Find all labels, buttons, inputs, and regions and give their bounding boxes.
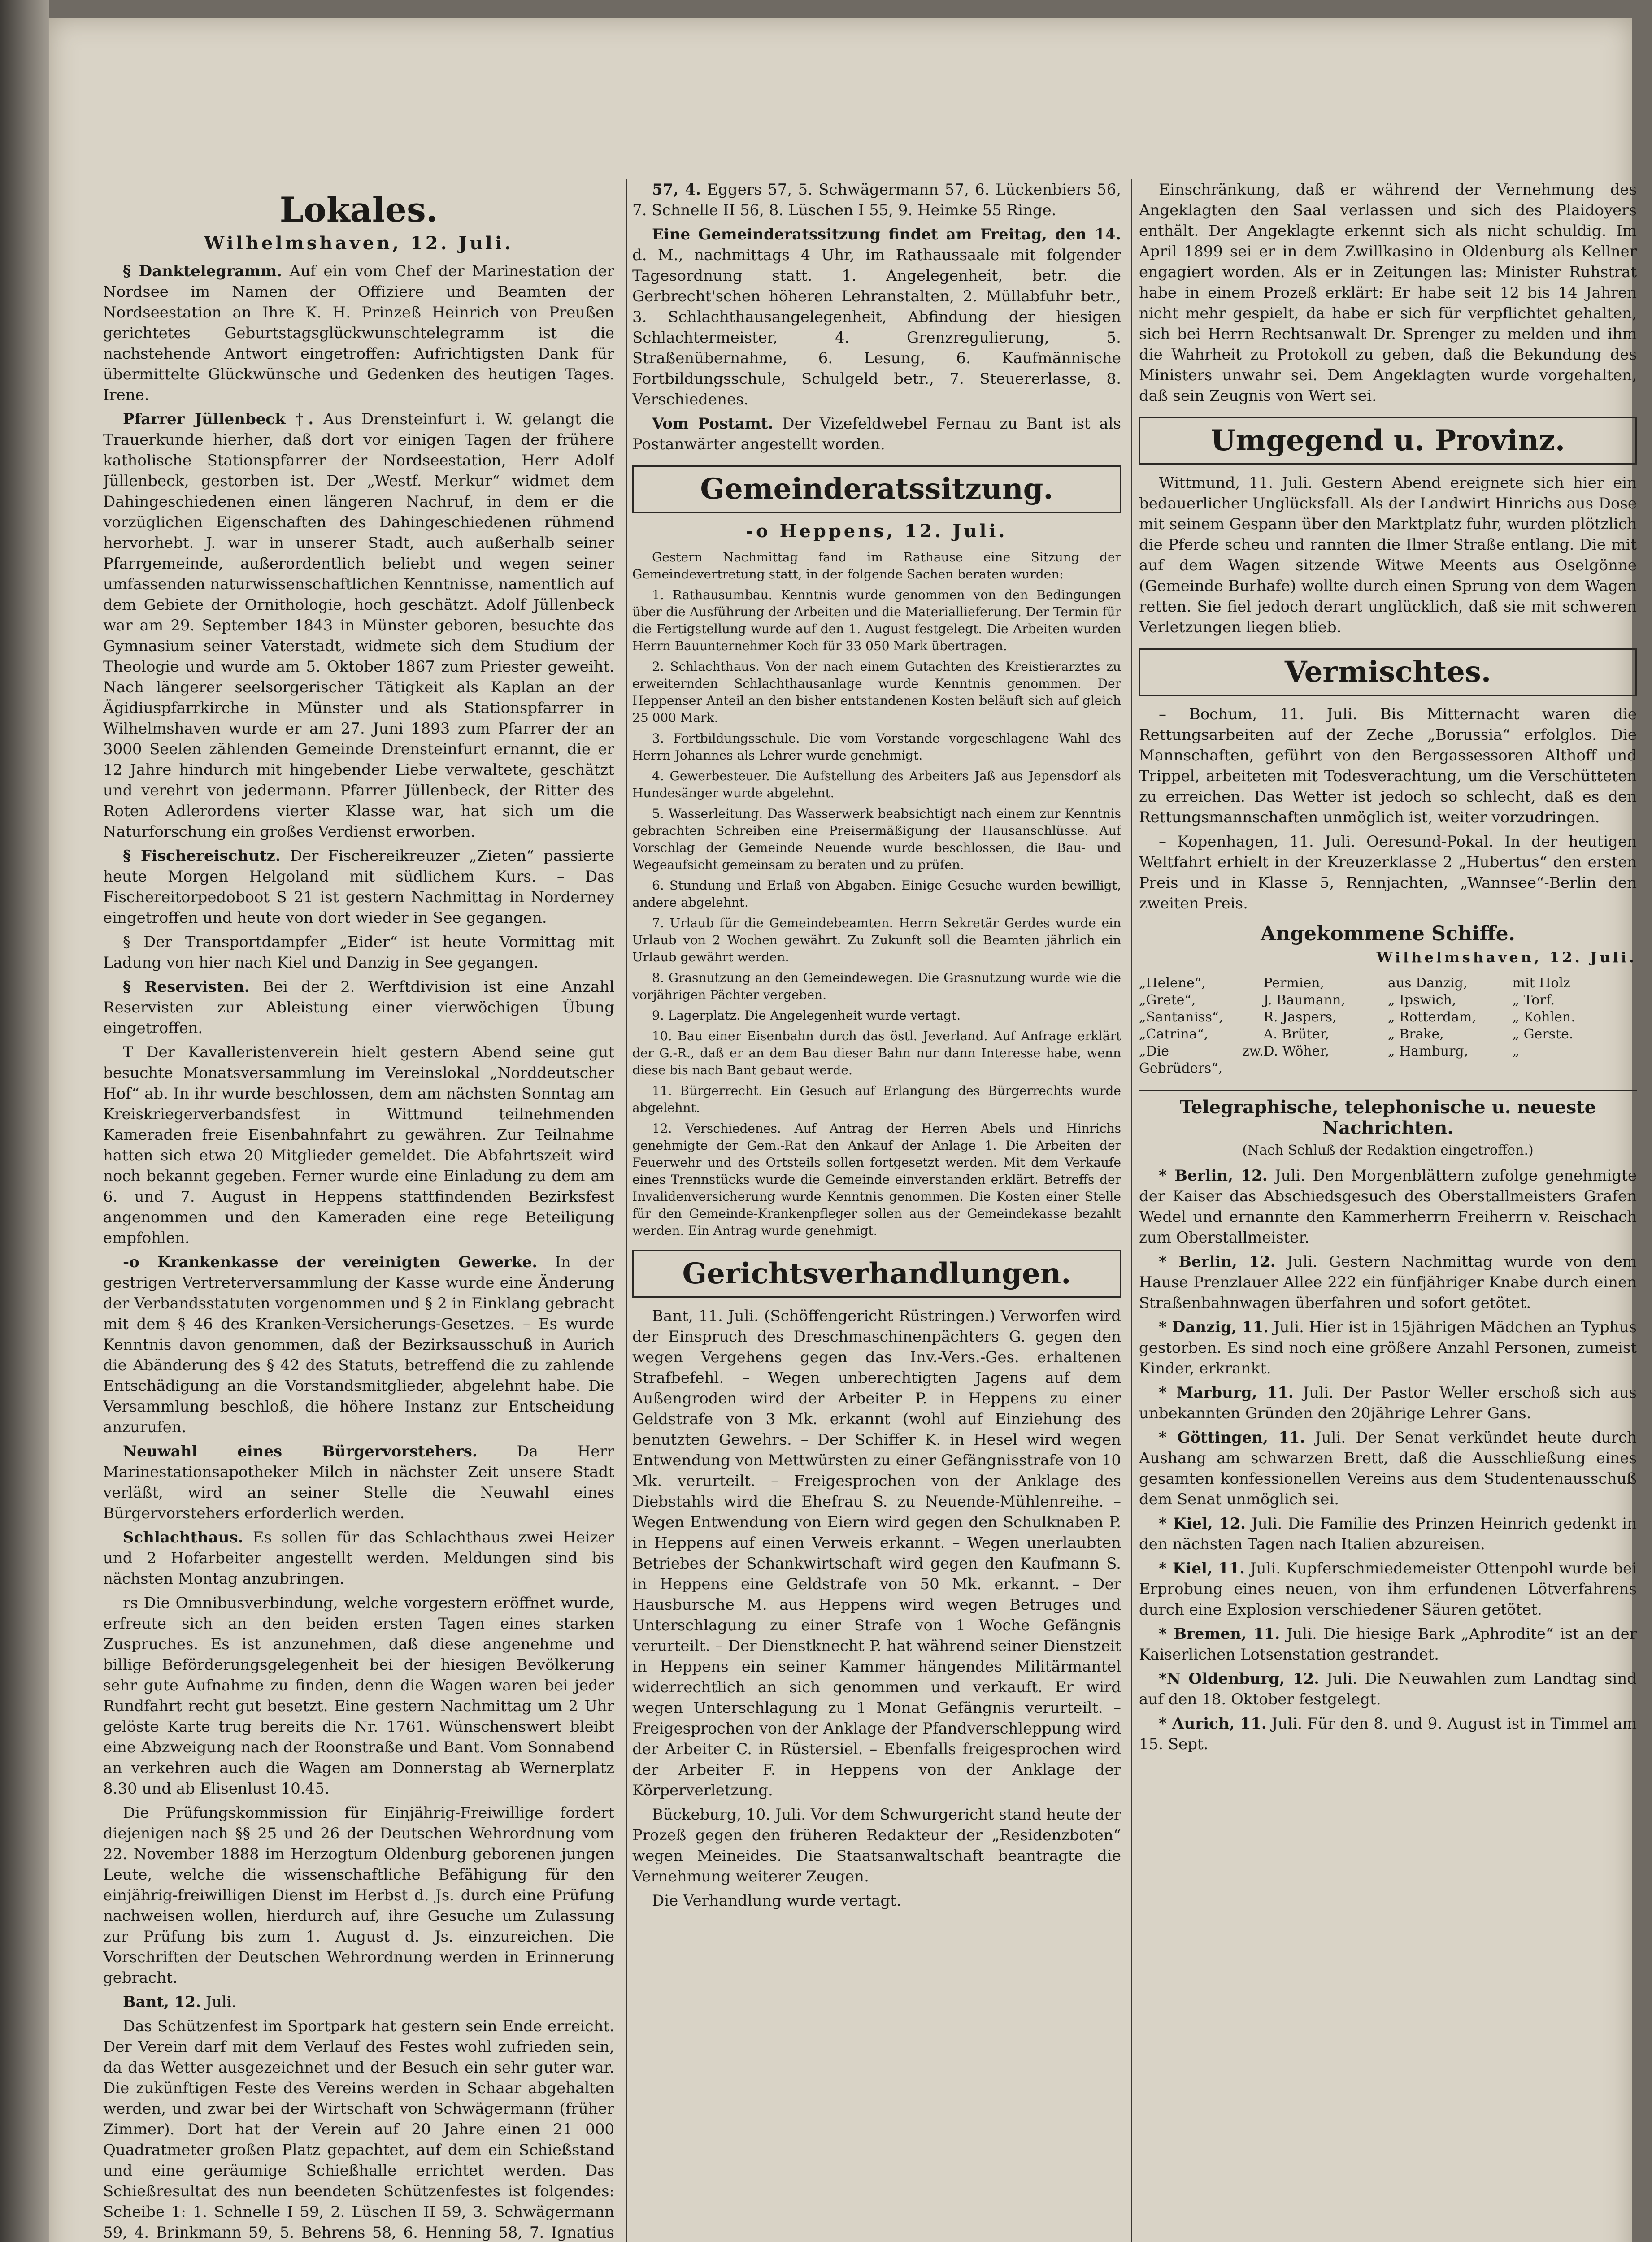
council-paragraph: 5. Wasserleitung. Das Wasserwerk beabsichtigt nach einem zur Kenntnis gebrachten Schreiben eine Preisermäßigung der Hausanschlüsse. Auf Vorschlag der Gemeinde Neuende wurde beschlossen, die Bau- und Wegeaufsicht gemeinsam zu beraten und zu prüfen. [632,806,1121,872]
telegraph-paragraph: * Göttingen, 11. Juli. Der Senat verkündet heute durch Aushang am schwarzen Brett, daß die Ausschließung eines gesamten konfessionellen Vereins aus dem Studentenausschuß dem Senat unmöglich sei. [1139,1429,1637,1508]
article-paragraph: Schlachthaus. Es sollen für das Schlachthaus zwei Heizer und 2 Hofarbeiter angestellt werden. Meldungen sind bis nächsten Montag anzubringen. [103,1529,614,1588]
ship-row [1139,1009,1637,1026]
telegraph-paragraph: * Aurich, 11. Juli. Für den 8. und 9. August ist in Timmel am 15. Sept. [1139,1715,1637,1753]
article-paragraph: § Der Transportdampfer „Eider“ ist heute Vormittag mit Ladung von hier nach Kiel und Danzig in See gegangen. [103,933,614,972]
dateline: -o Heppens, 12. Juli. [746,521,1008,542]
council-paragraph: 8. Grasnutzung an den Gemeindewegen. Die Grasnutzung wurde wie die vorjährigen Pächter vergeben. [632,970,1121,1002]
telegraph-paragraph: * Danzig, 11. Juli. Hier ist in 15jährigen Mädchen an Typhus gestorben. Es sind noch eine größere Anzahl Personen, zumeist Kinder, erkrankt. [1139,1318,1637,1377]
ships-table [1139,975,1637,1077]
telegraph-paragraph: * Berlin, 12. Juli. Gestern Nachmittag wurde von dem Hause Prenzlauer Allee 222 ein fünfjähriger Knabe durch einen Straßenbahnwagen überfahren und sofort getötet. [1139,1253,1637,1312]
article-paragraph: 57, 4. Eggers 57, 5. Schwägermann 57, 6. Lückenbiers 56, 7. Schnelle II 56, 8. Lüschen I 55, 9. Heimke 55 Ringe. [632,181,1121,219]
misc-paragraph: – Bochum, 11. Juli. Bis Mitternacht waren die Rettungsarbeiten auf der Zeche „Borussia“ erfolglos. Die Mannschaften, geführt von den Bergassessoren Althoff und Trippel, arbeiteten mit Todesverachtung, um die Verschütteten zu erreichen. Das Wetter ist jedoch so schlecht, daß es den Rettungsmannschaften unmöglich ist, weiter vorzudringen. [1139,705,1637,826]
article-list [1139,179,1637,406]
section-title-gerichtsverhandlungen: Gerichtsverhandlungen. [632,1250,1121,1298]
misc-news [1139,704,1637,914]
article-paragraph: rs Die Omnibusverbindung, welche vorgestern eröffnet wurde, erfreute sich an den beiden ersten Tagen eines starken Zuspruches. Es ist anzunehmen, daß diese angenehme und billige Beförderungsgelegenheit bei der hiesigen Bevölkerung sehr gute Aufnahme zu finden, denn die Wagen waren bei jeder Rundfahrt recht gut besetzt. Eine gestern Nachmittag um 2 Uhr gelöste Karte trug bereits die Nr. 1761. Wünschenswert bleibt eine Abzweigung nach der Roonstraße und Bant. Vom Sonnabend an verkehren auch die Wagen am Donnerstag ab Wernerplatz 8.30 und ab Elisenlust 10.45. [103,1594,614,1798]
ship-cell: „ [1512,1043,1520,1059]
article-paragraph: Das Schützenfest im Sportpark hat gestern sein Ende erreicht. Der Verein darf mit dem Verlauf des Festes wohl zufrieden sein, da das Wetter ausgezeichnet und der Besuch ein sehr guter war. Die zukünftigen Feste des Vereins werden in Schaar abgehalten werden, und zwar bei der Wirtschaft von Schwägermann (früher Zimmer). Dort hat der Verein auf 20 Jahre einen 21 000 Quadratmeter großen Platz gepachtet, auf dem ein Schießstand und eine geräumige Schießhalle errichtet werden. Das Schießresultat des nun beendeten Schützenfestes ist folgendes: Scheibe 1: 1. Schnelle I 59, 2. Lüschen II 59, 3. Schwägermann 59, 4. Brinkmann 59, 5. Behrens 58, 6. Henning 58, 7. Ignatius [103,2017,614,2242]
article-list [632,179,1121,455]
article-paragraph: § Danktelegramm. Auf ein vom Chef der Marinestation der Nordsee im Namen der Offiziere und Beamten der Nordseestation an Ihre K. H. Prinzeß Heinrich von Preußen gerichtetes Geburtstagsglückwunschtelegramm ist die nachstehende Antwort eingetroffen: Aufrichtigsten Dank für übermittelte Glückwünsche und Gedenken des heutigen Tages. Irene. [103,262,614,404]
telegraph-paragraph: * Marburg, 11. Juli. Der Pastor Weller erschoß sich aus unbekannten Gründen den 20jährige Lehrer Gans. [1139,1384,1637,1422]
council-paragraph: 3. Fortbildungsschule. Die vom Vorstande vorgeschlagene Wahl des Herrn Johannes als Lehrer wurde genehmigt. [632,731,1121,763]
page-edge-shadow [0,0,49,2242]
article-paragraph: Pfarrer Jüllenbeck †. Aus Drensteinfurt i. W. gelangt die Trauerkunde hierher, daß dort vor einigen Tagen der frühere katholische Stationspfarrer der Nordseestation, Herr Adolf Jüllenbeck, gestorben ist. Der „Westf. Merkur“ widmet dem Dahingeschiedenen einen längeren Nachruf, in dem er die vorzüglichen Eigenschaften des Dahingeschiedenen rühmend hervorhebt. J. war in unserer Stadt, auch außerhalb seiner Pfarrgemeinde, außerordentlich beliebt und wegen seiner umfassenden naturwissenschaftlichen Kenntnisse, namentlich auf dem Gebiete der Ornithologie, hoch geschätzt. Adolf Jüllenbeck war am 29. September 1843 in Münster geboren, besuchte das Gymnasium seiner Vaterstadt, widmete sich dem Studium der Theologie und wurde am 5. Oktober 1867 zum Priester geweiht. Nach längerer seelsorgerischer Tätigkeit als Kaplan an der Ägidiuspfarrkirche in Münster und als Stationspfarrer in Wilhelmshaven wurde er am 27. Juni 1893 zum Pfarrer der an 3000 Seelen zählenden Gemeinde Drensteinfurt ernannt, die er 12 Jahre hindurch mit hingebender Liebe verwaltete, geschätzt und verehrt von jedermann. Pfarrer Jüllenbeck, der Ritter des Roten Adlerordens vierter Klasse war, hat sich um die Naturforschung ein großes Verdienst erworben. [103,410,614,841]
article-paragraph: Eine Gemeinderatssitzung findet am Freitag, den 14. d. M., nachmittags 4 Uhr, im Rathaussaale mit folgender Tagesordnung statt. 1. Angelegenheit, betr. die Gerbrecht'schen höheren Lehranstalten, 2. Müllabfuhr betr., 3. Schlachthausangelegenheit, Abfindung der hiesigen Schlachtermeister, 4. Grenzregulierung, 5. Straßenübernahme, 6. Lesung, 6. Kaufmännische Fortbildungsschule, Schulgeld betr., 7. Steuererlasse, 8. Verschiedenes. [632,226,1121,408]
article-paragraph: Neuwahl eines Bürgervorstehers. Da Herr Marinestationsapotheker Milch in nächster Zeit unsere Stadt verläßt, wird an seiner Stelle die Neuwahl eines Bürgervorstehers erforderlich werden. [103,1443,614,1522]
court-reports [632,1306,1121,1911]
ship-cell: aus Danzig, [1388,975,1468,991]
ship-row [1139,975,1637,992]
column-2 [632,179,1121,2242]
section-title-vermischtes: Vermischtes. [1139,648,1637,696]
ship-cell: „Santaniss“, [1139,1009,1223,1025]
article-paragraph: Vom Postamt. Der Vizefeldwebel Fernau zu Bant ist als Postanwärter angestellt worden. [632,415,1121,453]
misc-paragraph: – Kopenhagen, 11. Juli. Oeresund-Pokal. In der heutigen Weltfahrt erhielt in der Kreuzerklasse 2 „Hubertus“ den ersten Preis und in Klasse 5, Rennjachten, „Wannsee“-Berlin den zweiten Preis. [1139,833,1637,912]
telegraph-subtitle: (Nach Schluß der Redaktion eingetroffen.) [1242,1143,1534,1158]
ship-cell: „Helene“, [1139,975,1206,991]
region-paragraph: Wittmund, 11. Juli. Gestern Abend ereignete sich hier ein bedauerlicher Unglücksfall. Als der Landwirt Hinrichs aus Dose mit seinem Gespann über den Marktplatz fuhr, wurden plötzlich die Pferde scheu und rannten die Ilmer Straße entlang. Die mit auf dem Wagen sitzende Witwe Meents aus Oselgönne (Gemeinde Burhafe) wollte durch einen Sprung von dem Wagen retten. Sie fiel jedoch derart unglücklich, daß sie mit schweren Verletzungen liegen blieb. [1139,474,1637,636]
ships-title: Angekommene Schiffe. [1261,922,1515,945]
article-paragraph: § Fischereischutz. Der Fischereikreuzer „Zieten“ passierte heute Morgen Helgoland mit südlichem Kurs. – Das Fischereitorpedoboot S 21 ist gestern Nachmittag in Norderney eingetroffen und heute von dort wieder in See gegangen. [103,847,614,927]
article-paragraph: -o Krankenkasse der vereinigten Gewerke. In der gestrigen Vertreterversammlung der Kasse wurde eine Änderung der Verbandsstatuten vorgenommen und § 2 in Einklang gebracht mit dem § 46 des Kranken-Versicherungs-Gesetzes. – Es wurde Kenntnis davon genommen, daß der Bezirksausschuß in Aurich die Abänderung des § 42 des Statuts, betreffend die zu zahlende Entschädigung an die Vorstandsmitglieder, abgelehnt habe. Die Versammlung beschloß, die höhere Instanz zur Entscheidung anzurufen. [103,1253,614,1436]
telegraph-news [1139,1165,1637,1755]
telegraph-paragraph: * Berlin, 12. Juli. Den Morgenblättern zufolge genehmigte der Kaiser das Abschiedsgesuch des Oberstallmeisters Grafen Wedel und ernannte den Kammerherrn Freiherrn v. Reischach zum Oberstallmeister. [1139,1167,1637,1247]
council-paragraph: 6. Stundung und Erlaß von Abgaben. Einige Gesuche wurden bewilligt, andere abgelehnt. [632,878,1121,910]
column-rule [626,179,627,2242]
ship-cell: mit Holz [1512,975,1570,991]
ship-row [1139,1026,1637,1043]
council-paragraph: 9. Lagerplatz. Die Angelegenheit wurde vertagt. [652,1008,961,1023]
region-news [1139,473,1637,638]
council-paragraph: 4. Gewerbesteuer. Die Aufstellung des Arbeiters Jaß aus Jepensdorf als Hundesänger wurde abgelehnt. [632,769,1121,800]
ship-row [1139,992,1637,1009]
ship-cell: J. Baumann, [1263,992,1346,1008]
ship-cell: „ Ipswich, [1388,992,1456,1008]
ship-cell: „ Gerste. [1512,1026,1574,1042]
ship-cell: „Catrina“, [1139,1026,1209,1042]
court-paragraph: Bückeburg, 10. Juli. Vor dem Schwurgericht stand heute der Prozeß gegen den früheren Redakteur der „Residenzboten“ wegen Meineides. Die Staatsanwaltschaft beantragte die Vernehmung weiterer Zeugen. [632,1806,1121,1886]
ship-cell: A. Brüter, [1263,1026,1330,1042]
ship-cell: „ Kohlen. [1512,1009,1575,1025]
telegraph-paragraph: * Bremen, 11. Juli. Die hiesige Bark „Aphrodite“ ist an der Kaiserlichen Lotsenstation gestrandet. [1139,1625,1637,1664]
telegraph-paragraph: * Kiel, 12. Juli. Die Familie des Prinzen Heinrich gedenkt in den nächsten Tagen nach Italien abzureisen. [1139,1515,1637,1553]
ship-cell: R. Jaspers, [1263,1009,1337,1025]
dateline: Wilhelmshaven, 12. Juli. [204,233,513,254]
ship-cell: „Grete“, [1139,992,1196,1008]
article-paragraph: § Reservisten. Bei der 2. Werftdivision ist eine Anzahl Reservisten zur Ableistung einer vierwöchigen Übung eingetroffen. [103,978,614,1037]
council-paragraph: 1. Rathausumbau. Kenntnis wurde genommen von den Bedingungen über die Ausführung der Arbeiten und die Materiallieferung. Der Termin für die Fertigstellung wurde auf den 1. August festgelegt. Die Arbeiten wurden Herrn Bauunternehmer Koch für 33 050 Mark übertragen. [632,587,1121,653]
telegraph-paragraph: * Kiel, 11. Juli. Kupferschmiedemeister Ottenpohl wurde bei Erprobung eines neuen, von ihm erfundenen Lötverfahrens durch eine Explosion verschiedener Säuren getötet. [1139,1560,1637,1619]
telegraph-title: Telegraphische, telephonische u. neueste Nachrichten. [1139,1090,1637,1138]
ships-dateline: Wilhelmshaven, 12. Juli. [1376,949,1637,966]
council-paragraph: 7. Urlaub für die Gemeindebeamten. Herrn Sekretär Gerdes wurde ein Urlaub von 2 Wochen gewährt. Zu Zukunft soll die Beamten jährlich ein Urlaub gewährt werden. [632,916,1121,965]
ship-cell: „ Rotterdam, [1388,1009,1477,1025]
telegraph-paragraph: *N Oldenburg, 12. Juli. Die Neuwahlen zum Landtag sind auf den 18. Oktober festgelegt. [1139,1670,1637,1708]
council-paragraph: Gestern Nachmittag fand im Rathause eine Sitzung der Gemeindevertretung statt, in der folgende Sachen beraten wurden: [632,550,1121,582]
council-paragraph: 11. Bürgerrecht. Ein Gesuch auf Erlangung des Bürgerrechts wurde abgelehnt. [632,1083,1121,1115]
section-title-gemeinderatssitzung: Gemeinderatssitzung. [632,465,1121,513]
article-paragraph: Die Prüfungskommission für Einjährig-Freiwillige fordert diejenigen nach §§ 25 und 26 der Deutschen Wehrordnung vom 22. November 1888 im Herzogtum Oldenburg geborenen jungen Leute, welche die wissenschaftliche Befähigung für den einjährig-freiwilligen Dienst im Herbst d. Js. durch eine Prüfung nachweisen wollen, hierdurch auf, ihre Gesuche um Zulassung zur Prüfung bis zum 1. August d. Js. einzureichen. Die Vorschriften der Deutschen Wehrordnung werden in Erinnerung gebracht. [103,1804,614,1987]
section-title-umgegend: Umgegend u. Provinz. [1139,417,1637,465]
ship-cell: „ Hamburg, [1388,1043,1469,1059]
council-minutes [632,549,1121,1239]
council-paragraph: 2. Schlachthaus. Von der nach einem Gutachten des Kreistierarztes zu erweiternden Schlachthausanlage wurde Kenntnis genommen. Der Heppenser Anteil an den bisher entstandenen Kosten beläuft sich auf gleich 25 000 Mark. [632,659,1121,725]
council-paragraph: 10. Bau einer Eisenbahn durch das östl. Jeverland. Auf Anfrage erklärt der G.-R., daß er an dem Bau dieser Bahn nur dann Interesse habe, wenn diese bis nach Bant gebaut werde. [632,1029,1121,1078]
council-paragraph: 12. Verschiedenes. Auf Antrag der Herren Abels und Hinrichs genehmigte der Gem.-Rat den Ankauf der Anlage 1. Die Arbeiten der Feuerwehr und des Ortsteils sollen fortgesetzt werden. Mit dem Verkaufe eines Trennstücks wurde die Gemeinde einverstanden erklärt. Betreffs der Invalidenversicherung wurde Kenntnis genommen. Die Kosten einer Stelle für den Gemeinde-Krankenpfleger sollen aus der Gemeindekasse bezahlt werden. Ein Antrag wurde genehmigt. [632,1121,1121,1238]
article-paragraph: Bant, 12. Juli. [123,1993,236,2011]
column-1 [103,188,614,2242]
ship-cell: „ Torf. [1512,992,1555,1008]
court-paragraph: Die Verhandlung wurde vertagt. [652,1892,901,1910]
article-list [103,261,614,2242]
article-paragraph: T Der Kavalleristenverein hielt gestern Abend seine gut besuchte Monatsversammlung im Vereinslokal „Norddeutscher Hof“ ab. In ihr wurde beschlossen, dem am nächsten Sonntag am Kreiskriegerverbandsfest in Wittmund teilnehmenden Kameraden freie Eisenbahnfahrt zu gewähren. Zur Teilnahme hatten sich etwa 20 Mitglieder gemeldet. Die Abfahrtszeit wird noch bekannt gegeben. Ferner wurde eine Einladung zu dem am 6. und 7. August in Heppens stattfindenden Bezirksfest angenommen und den Kameraden eine rege Beteiligung empfohlen. [103,1043,614,1247]
article-paragraph: Einschränkung, daß er während der Vernehmung des Angeklagten den Saal verlassen und sich des Plaidoyers enthält. Der Angeklagte erkennt sich als nicht schuldig. Im April 1899 sei er in dem Zwillkasino in Oldenburg als Kellner engagiert worden. Als er in Zeitungen las: Minister Ruhstrat habe in einem Prozeß erklärt: Er habe seit 12 bis 14 Jahren nicht mehr gespielt, da habe er sich für verpflichtet gehalten, sich bei Herrn Rechtsanwalt Dr. Sprenger zu melden und ihm die Wahrheit zu Protokoll zu geben, daß die Bekundung des Ministers unwahr sei. Dem Angeklagten wurde vorgehalten, daß sein Zeugnis von Wert sei. [1139,181,1637,405]
column-rule [1131,179,1132,2242]
ship-cell: „Die zw. Gebrüders“, [1139,1043,1264,1076]
column-3 [1139,179,1637,2242]
section-title-lokales: Lokales. [279,190,438,230]
court-paragraph: Bant, 11. Juli. (Schöffengericht Rüstringen.) Verworfen wird der Einspruch des Dreschmaschinenpächters G. gegen den wegen Vergehens gegen das Inv.-Vers.-Ges. erhaltenen Strafbefehl. – Wegen unberechtigten Jagens auf dem Außengroden wird der Arbeiter P. in Heppens zu einer Geldstrafe von 3 Mk. erkannt (wohl auf Einziehung des benutzten Gewehrs. – Der Schiffer K. in Hesel wird wegen Entwendung von Mettwürsten zu einer Gefängnisstrafe von 10 Mk. verurteilt. – Freigesprochen von der Anklage des Diebstahls wird die Ehefrau S. zu Neuende-Mühlenreihe. – Wegen Entwendung von Eiern wird gegen den Schulknaben P. in Heppens auf einen Verweis erkannt. – Wegen unerlaubten Betriebes der Schankwirtschaft wird gegen den Kaufmann S. in Heppens eine Geldstrafe von 50 Mk. erkannt. – Der Hausbursche M. aus Heppens wird wegen Betruges und Unterschlagung zu einer Strafe von 1 Woche Gefängnis verurteilt. – Der Dienstknecht P. hat während seiner Dienstzeit in Heppens ein seiner Kammer hängendes Militärmantel widerrechtlich an sich genommen und verkauft. Er wird wegen Unterschlagung zu 1 Monat Gefängnis verurteilt. – Freigesprochen von der Anklage der Pfandverschleppung wird der Arbeiter C. in Rüstersiel. – Ebenfalls freigesprochen wird der Arbeiter F. in Heppens von der Anklage der Körperverletzung. [632,1307,1121,1799]
ship-row [1139,1043,1637,1077]
ship-cell: D. Wöher, [1263,1043,1330,1059]
ship-cell: „ Brake, [1388,1026,1444,1042]
ship-cell: Permien, [1263,975,1325,991]
